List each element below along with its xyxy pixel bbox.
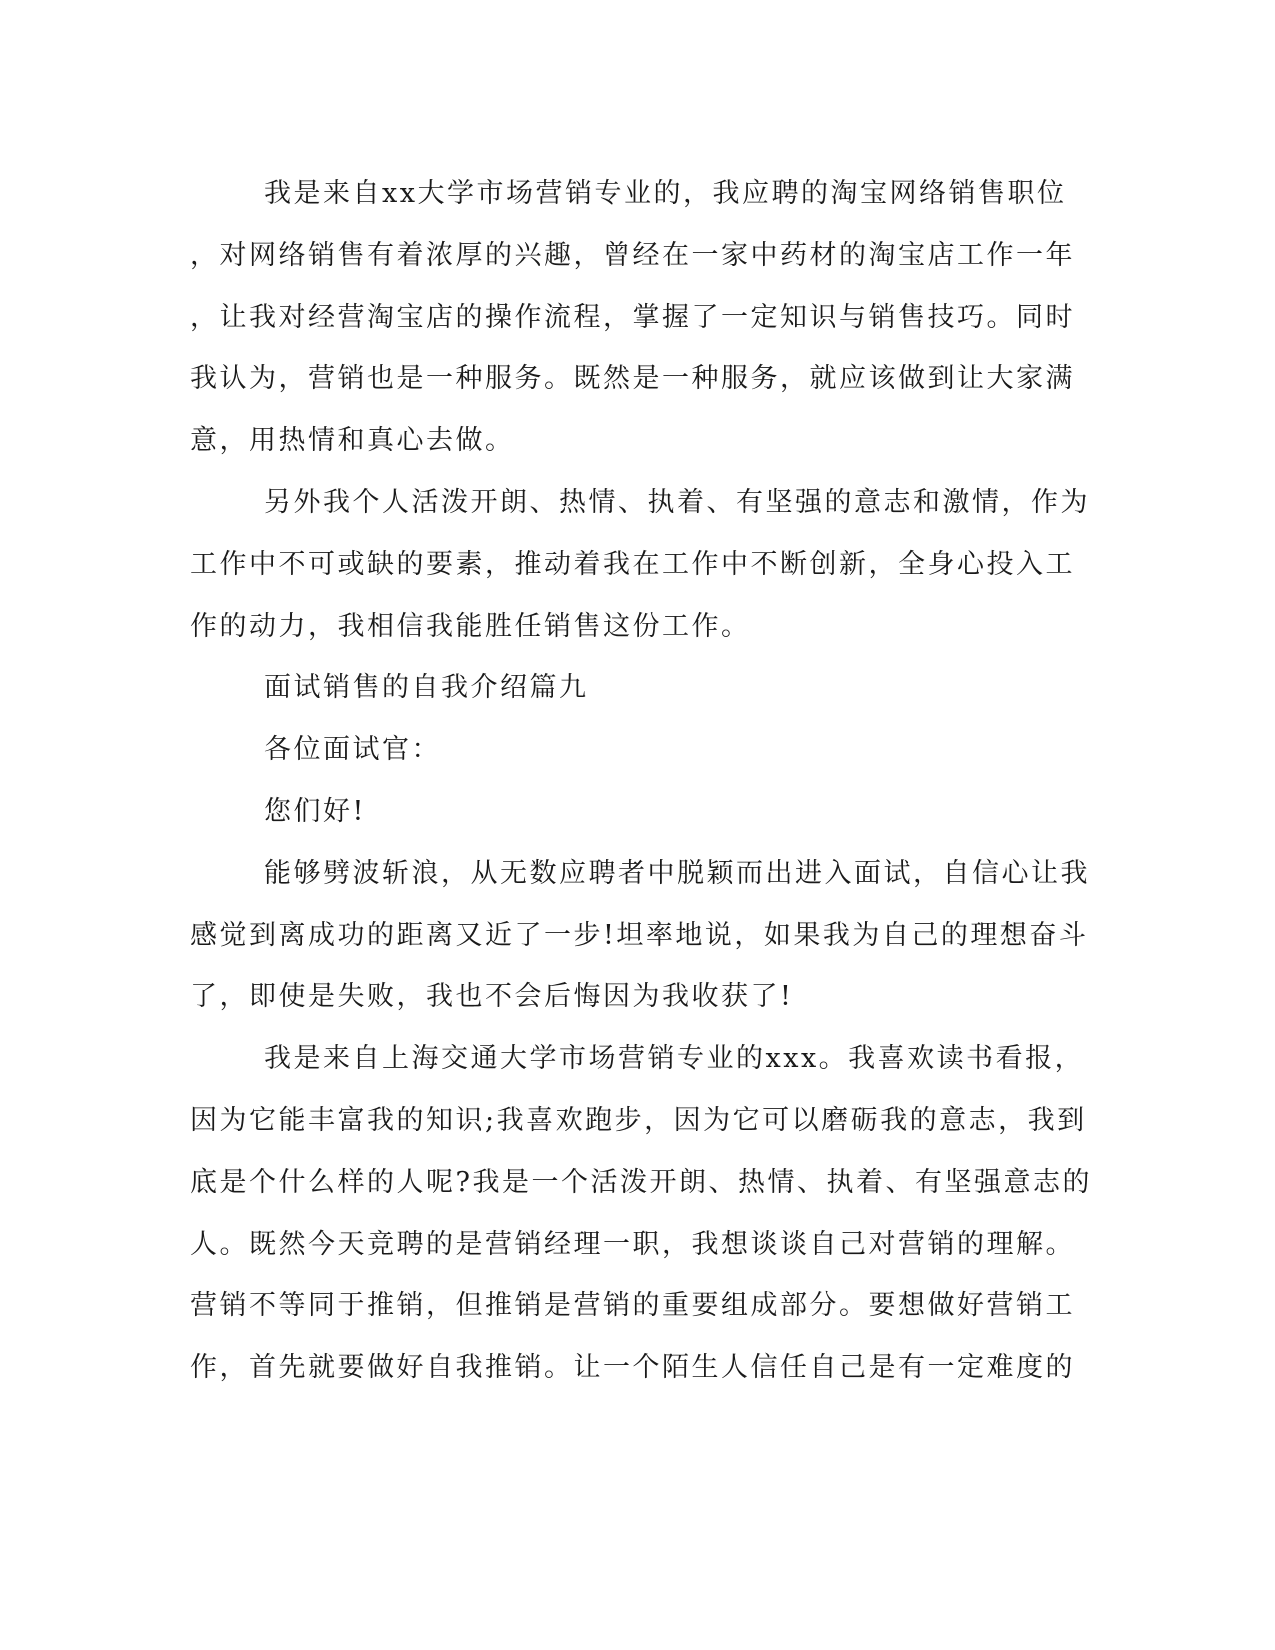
text-line: 营销不等同于推销，但推销是营销的重要组成部分。要想做好营销工 (190, 1290, 1075, 1322)
text-line: 因为它能丰富我的知识;我喜欢跑步，因为它可以磨砺我的意志，我到 (190, 1104, 1087, 1136)
text-line: 人。既然今天竞聘的是营销经理一职，我想谈谈自己对营销的理解。 (190, 1228, 1075, 1260)
salutation: 各位面试官： (264, 734, 441, 766)
text-line: 意，用热情和真心去做。 (190, 425, 515, 457)
text-line: 了，即使是失败，我也不会后悔因为我收获了! (190, 981, 794, 1013)
text-line: 作，首先就要做好自我推销。让一个陌生人信任自己是有一定难度的 (190, 1352, 1075, 1384)
text-line: ，让我对经营淘宝店的操作流程，掌握了一定知识与销售技巧。同时 (190, 301, 1075, 333)
text-line: 另外我个人活泼开朗、热情、执着、有坚强的意志和激情，作为 (264, 486, 1090, 518)
text-line: 我是来自上海交通大学市场营销专业的xxx。我喜欢读书看报， (264, 1043, 1085, 1075)
text-line: 我认为，营销也是一种服务。既然是一种服务，就应该做到让大家满 (190, 363, 1075, 395)
text-line: 作的动力，我相信我能胜任销售这份工作。 (190, 610, 751, 642)
text-line: 底是个什么样的人呢?我是一个活泼开朗、热情、执着、有坚强意志的 (190, 1166, 1092, 1198)
text-line: 工作中不可或缺的要素，推动着我在工作中不断创新，全身心投入工 (190, 548, 1075, 580)
text-line: 能够劈波斩浪，从无数应聘者中脱颖而出进入面试，自信心让我 (264, 857, 1090, 889)
greeting: 您们好! (264, 795, 366, 827)
section-heading: 面试销售的自我介绍篇九 (264, 672, 589, 704)
document-body (190, 163, 1090, 1399)
text-line: ，对网络销售有着浓厚的兴趣，曾经在一家中药材的淘宝店工作一年 (190, 239, 1075, 271)
text-line: 感觉到离成功的距离又近了一步!坦率地说，如果我为自己的理想奋斗 (190, 919, 1089, 951)
text-line: 我是来自xx大学市场营销专业的，我应聘的淘宝网络销售职位 (264, 178, 1067, 209)
